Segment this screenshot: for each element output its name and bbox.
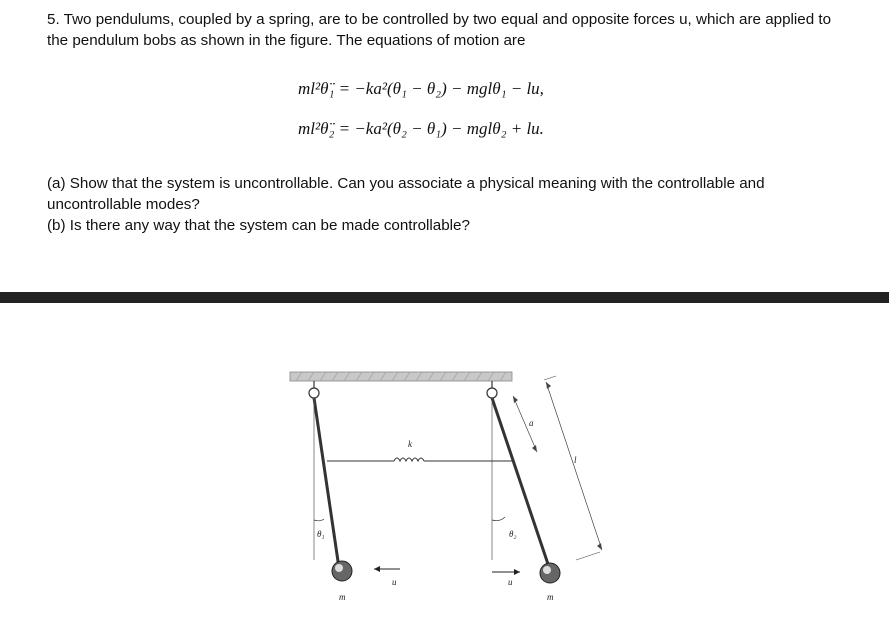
part-b: (b) Is there any way that the system can be made controllable? (47, 217, 470, 234)
bob-right (540, 563, 560, 583)
equations-block (298, 79, 544, 159)
label-u-left: u (392, 577, 397, 587)
divider-bar (0, 292, 889, 303)
rod-right (492, 398, 550, 570)
problem-statement (47, 9, 847, 51)
problem-number: 5. (47, 11, 60, 28)
label-theta2: θ₂ (509, 529, 517, 539)
label-l: l (574, 455, 577, 465)
pivot-right (487, 388, 497, 398)
label-m-left: m (339, 592, 346, 602)
spring-coil (394, 458, 424, 461)
equation-1: ml²θ̈₁ = −ka²(θ₁ − θ₂) − mglθ₁ − lu, (298, 79, 544, 98)
rod-left (314, 398, 339, 568)
dimension-l (546, 382, 602, 550)
question-parts (47, 173, 847, 236)
label-theta1: θ₁ (317, 529, 325, 539)
label-k: k (408, 439, 412, 449)
bob-left (332, 561, 352, 581)
pivot-left (309, 388, 319, 398)
label-m-right: m (547, 592, 554, 602)
theta2-arc (492, 517, 505, 521)
pendulum-figure (282, 360, 612, 610)
theta1-arc (314, 519, 324, 521)
label-u-right: u (508, 577, 513, 587)
equation-2: ml²θ̈₂ = −ka²(θ₂ − θ₁) − mglθ₂ + lu. (298, 119, 544, 138)
part-a: (a) Show that the system is uncontrollable. Can you associate a physical meaning with the controllable and uncontrollable modes? (47, 175, 765, 213)
problem-text: Two pendulums, coupled by a spring, are to be controlled by two equal and opposite forces u, which are applied to the pendulum bobs as shown in the figure. The equations of motion are (47, 11, 832, 49)
label-a: a (529, 418, 534, 428)
